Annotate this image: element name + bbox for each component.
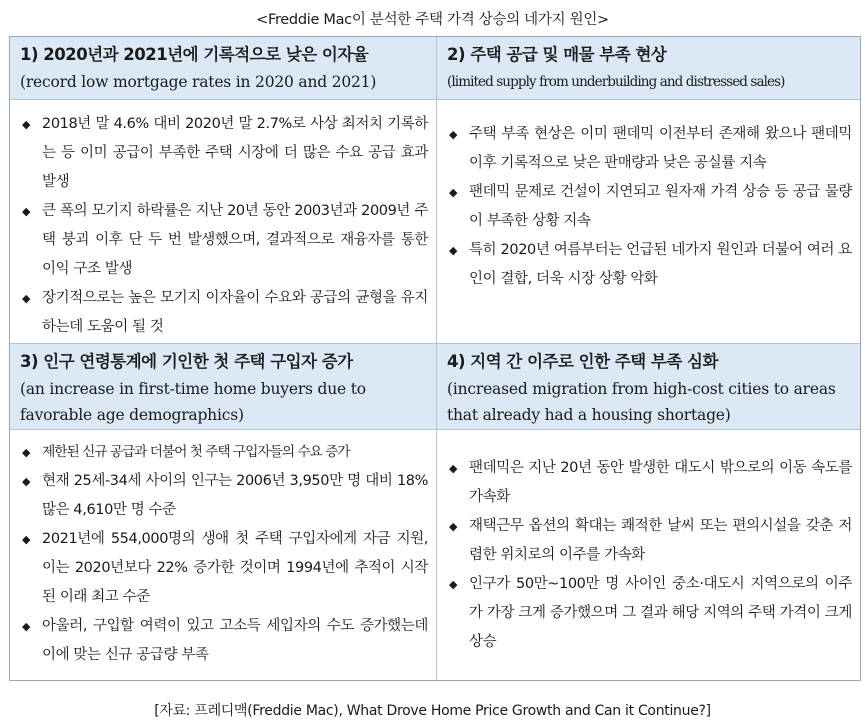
diamond-bullet-icon: ◆ (22, 292, 31, 305)
source-note: [자료: 프레디맥(Freddie Mac), What Drove Home Price Growth and Can it Continue?] (154, 703, 711, 719)
figure-title: <Freddie Mac이 분석한 주택 가격 상승의 네가지 원인> (256, 12, 609, 28)
row-divider (10, 99, 860, 100)
diamond-bullet-icon: ◆ (22, 620, 31, 633)
list-item: ◆ 재택근무 옵션의 확대는 쾌적한 날씨 또는 편의시설을 갖춘 저렴한 위치로의 이주를 가속화 (437, 512, 860, 570)
section-2-bullets (437, 120, 860, 294)
list-item: ◆ 특히 2020년 여름부터는 언급된 네가지 원인과 더불어 여러 요인이 결합, 더욱 시장 상황 악화 (437, 236, 860, 294)
section-2-header (437, 37, 860, 99)
section-1-header (10, 37, 436, 99)
diamond-bullet-icon: ◆ (22, 205, 31, 218)
section-4-subheading: (increased migration from high-cost cities to areas that already had a housing shortage) (447, 380, 836, 424)
list-item: ◆ 장기적으로는 높은 모기지 이자율이 수요와 공급의 균형을 유지하는데 도움이 될 것 (10, 284, 436, 342)
diamond-bullet-icon: ◆ (22, 118, 31, 131)
diamond-bullet-icon: ◆ (22, 533, 31, 546)
section-1-body (10, 100, 436, 343)
diamond-bullet-icon: ◆ (449, 578, 458, 591)
diamond-bullet-icon: ◆ (449, 186, 458, 199)
section-1-subheading: (record low mortgage rates in 2020 and 2021) (20, 73, 377, 91)
section-3-body (10, 430, 436, 680)
section-1-heading: 1) 2020년과 2021년에 기록적으로 낮은 이자율 (20, 45, 369, 64)
list-item: ◆ 2018년 말 4.6% 대비 2020년 말 2.7%로 사상 최저치 기록하는 등 이미 공급이 부족한 주택 시장에 더 많은 수요 공급 효과 발생 (10, 110, 436, 197)
list-item: ◆ 인구가 50만~100만 명 사이인 중소·대도시 지역으로의 이주가 가장 크게 증가했으며 그 결과 해당 지역의 주택 가격이 크게 상승 (437, 570, 860, 657)
section-4-header (437, 344, 860, 429)
section-3-bullets (10, 438, 436, 670)
row-divider (10, 429, 860, 430)
list-item: ◆ 큰 폭의 모기지 하락률은 지난 20년 동안 2003년과 2009년 주택 붕괴 이후 단 두 번 발생했으며, 결과적으로 재융자를 통한 이익 구조 발생 (10, 197, 436, 284)
list-item: ◆ 팬데믹은 지난 20년 동안 발생한 대도시 밖으로의 이동 속도를 가속화 (437, 454, 860, 512)
diamond-bullet-icon: ◆ (449, 462, 458, 475)
diamond-bullet-icon: ◆ (449, 520, 458, 533)
section-2-body (437, 100, 860, 343)
list-item: ◆ 아울러, 구입할 여력이 있고 고소득 세입자의 수도 증가했는데 이에 맞는 신규 공급량 부족 (10, 612, 436, 670)
diamond-bullet-icon: ◆ (22, 475, 31, 488)
section-4-heading: 4) 지역 간 이주로 인한 주택 부족 심화 (447, 352, 718, 371)
row-divider (10, 343, 860, 344)
diamond-bullet-icon: ◆ (449, 244, 458, 257)
section-3-header (10, 344, 436, 429)
list-item: ◆ 제한된 신규 공급과 더불어 첫 주택 구입자들의 수요 증가 (10, 438, 436, 467)
list-item: ◆ 주택 부족 현상은 이미 팬데믹 이전부터 존재해 왔으나 팬데믹 이후 기록적으로 낮은 판매량과 낮은 공실률 지속 (437, 120, 860, 178)
section-4-bullets (437, 454, 860, 657)
list-item: ◆ 2021년에 554,000명의 생애 첫 주택 구입자에게 자금 지원, 이는 2020년보다 22% 증가한 것이며 1994년에 추적이 시작된 이래 최고 수준 (10, 525, 436, 612)
section-2-heading: 2) 주택 공급 및 매물 부족 현상 (447, 45, 667, 64)
section-2-subheading: (limited supply from underbuilding and distressed sales) (447, 74, 785, 90)
section-4-body (437, 430, 860, 680)
causes-table (9, 36, 861, 681)
section-1-bullets (10, 110, 436, 342)
section-3-subheading: (an increase in first-time home buyers due to favorable age demographics) (20, 380, 366, 424)
diamond-bullet-icon: ◆ (22, 446, 30, 459)
column-divider (436, 37, 437, 680)
list-item: ◆ 현재 25세-34세 사이의 인구는 2006년 3,950만 명 대비 18% 많은 4,610만 명 수준 (10, 467, 436, 525)
list-item: ◆ 팬데믹 문제로 건설이 지연되고 원자재 가격 상승 등 공급 물량이 부족한 상황 지속 (437, 178, 860, 236)
section-3-heading: 3) 인구 연령통계에 기인한 첫 주택 구입자 증가 (20, 352, 353, 371)
diamond-bullet-icon: ◆ (449, 128, 458, 141)
